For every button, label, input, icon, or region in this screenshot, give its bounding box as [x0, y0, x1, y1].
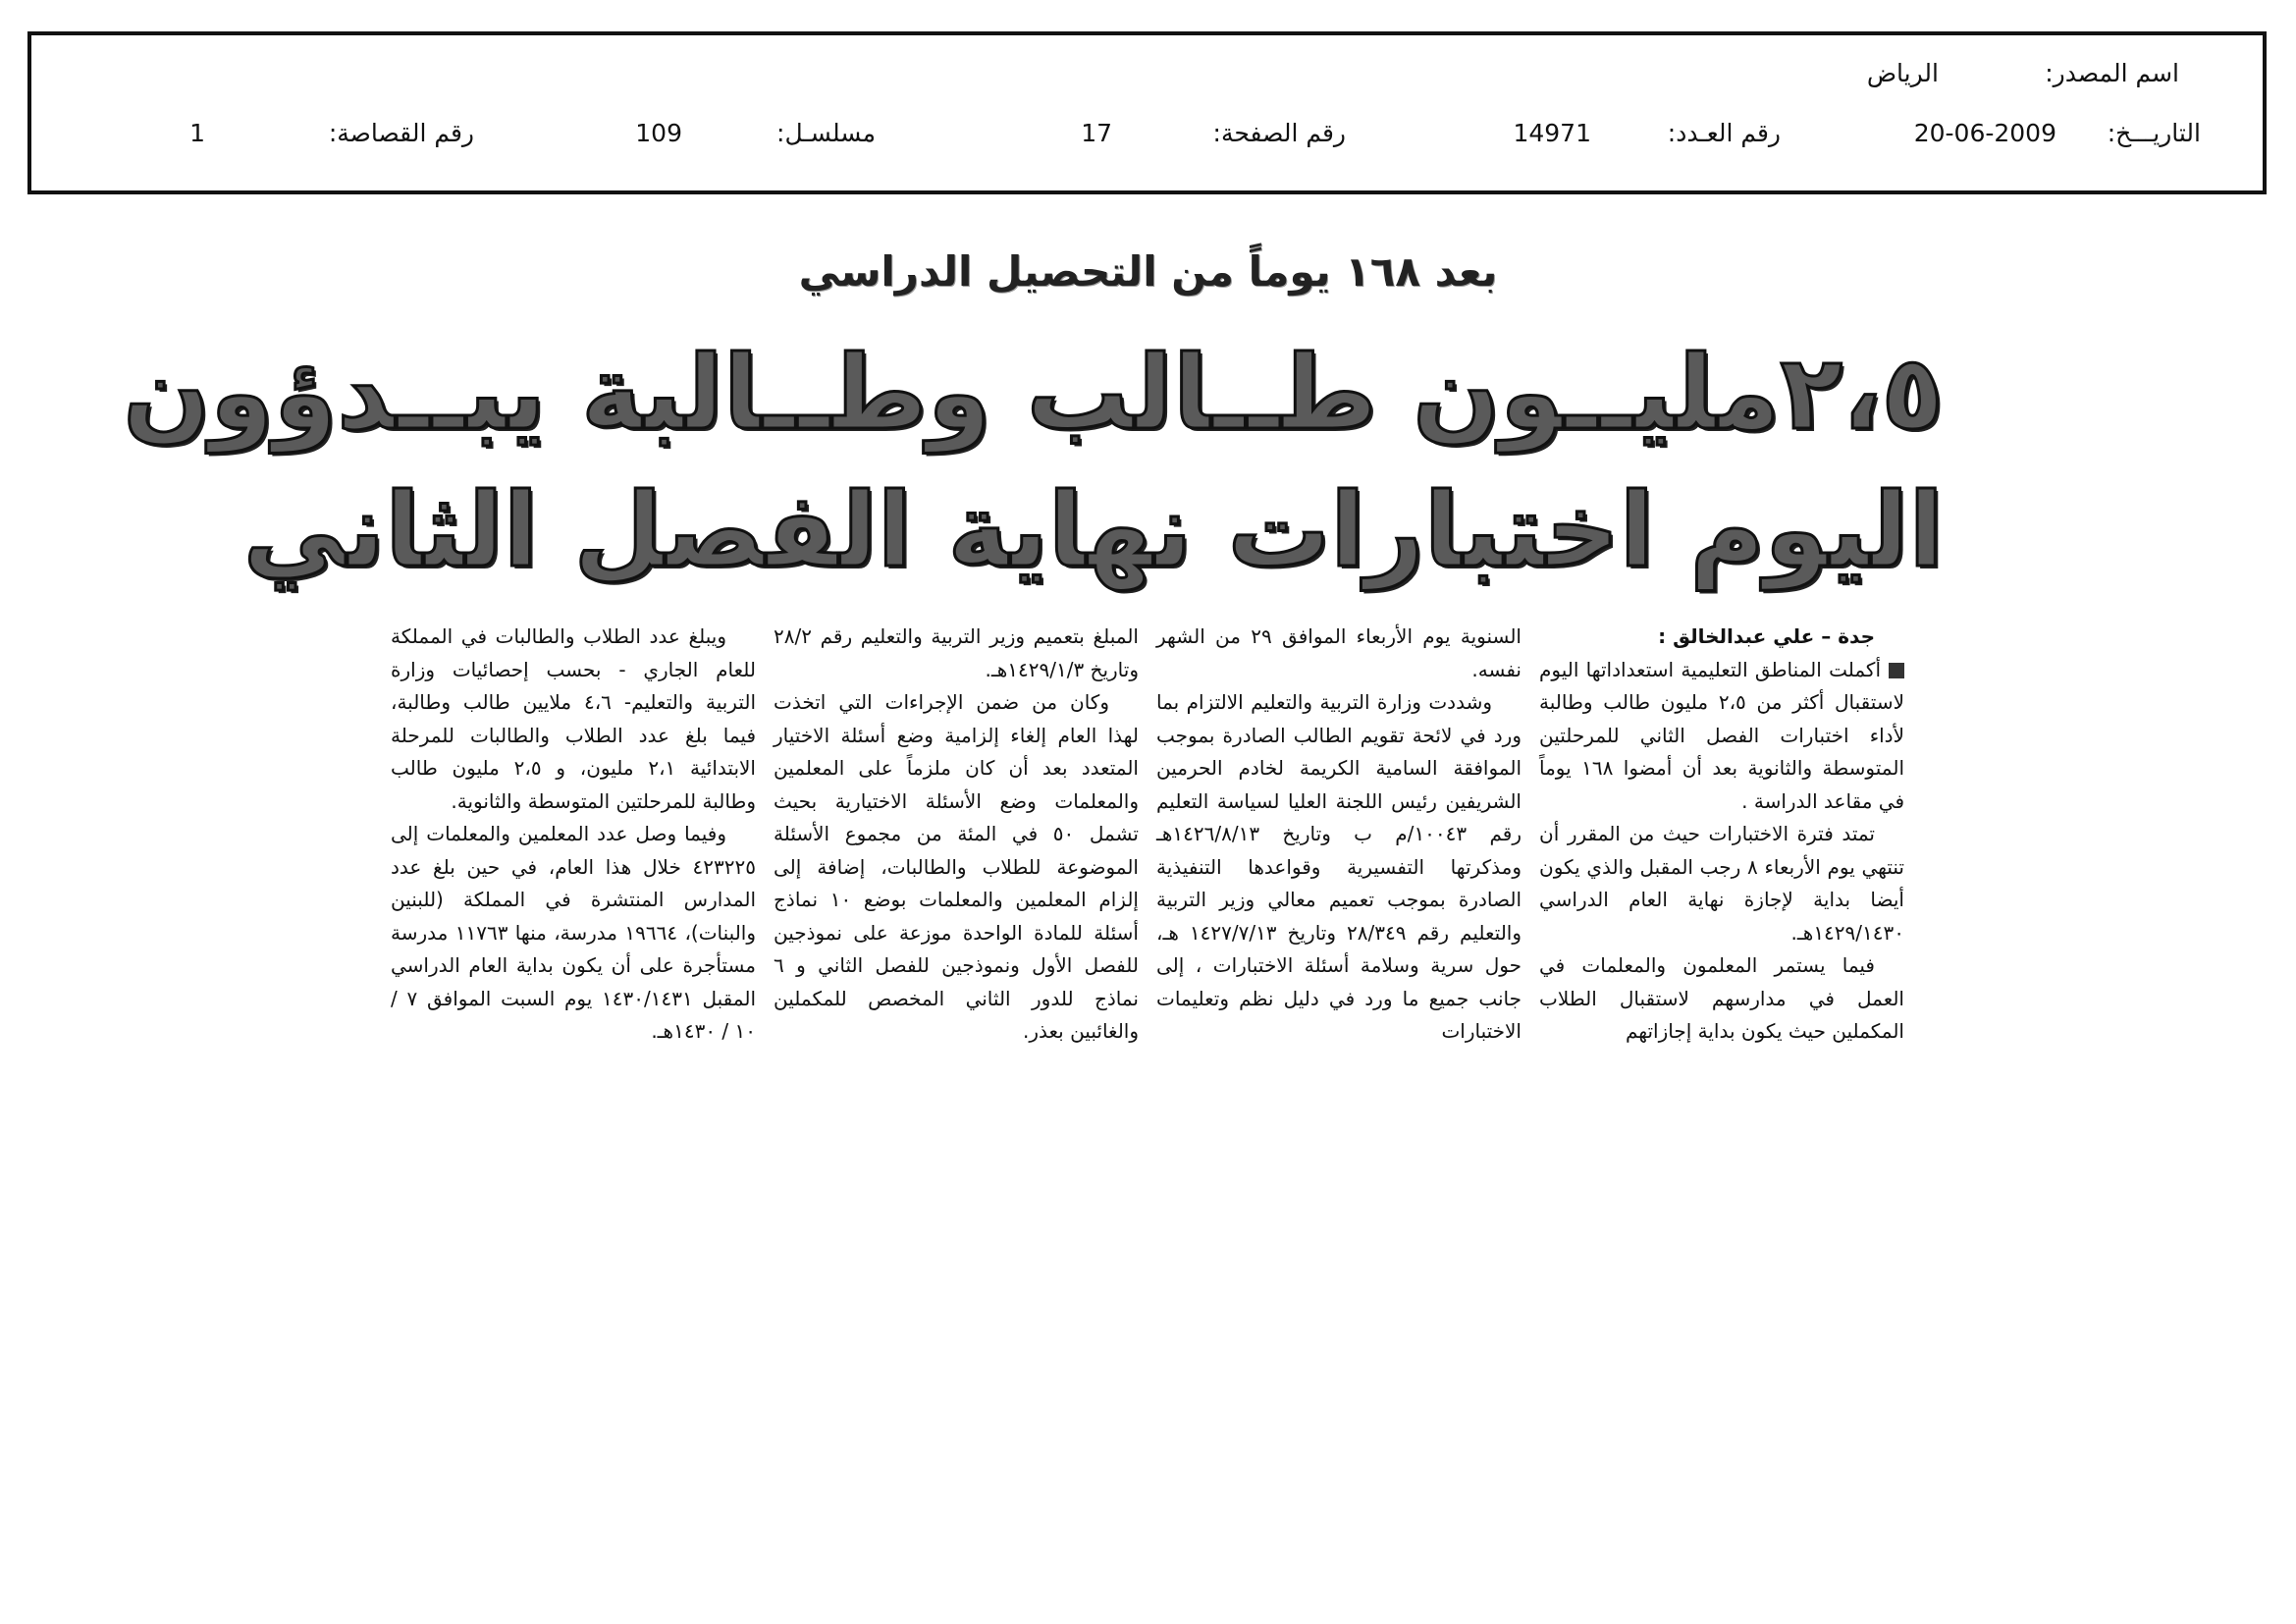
serial-label: مسلسـل:: [776, 119, 876, 147]
page-label: رقم الصفحة:: [1212, 119, 1346, 147]
paragraph: [1539, 654, 1904, 819]
article-column-3: [774, 621, 1139, 1049]
paragraph-text: أكملت المناطق التعليمية استعداداتها اليوم لاستقبال أكثر من ٢،٥ مليون طالب وطالبة لأداء اختبارات الفصل الثاني للمرحلتين المتوسطة والثانوية بعد أن أمضوا ١٦٨ يوماً في مقاعد الدراسة .: [1539, 657, 1905, 813]
clipping-metadata-box: [27, 31, 2267, 194]
date-value: 20-06-2009: [1913, 119, 2056, 147]
issue-value: 14971: [1513, 119, 1591, 147]
headline-line-1: ٢،٥مليــون طــالب وطــالبة يبــدؤون: [123, 333, 1944, 453]
paragraph: المبلغ بتعميم وزير التربية والتعليم رقم ٢٨/٢ وتاريخ ١٤٢٩/١/٣هـ.: [774, 624, 1139, 681]
article-kicker: بعد ١٦٨ يوماً من التحصيل الدراسي: [798, 247, 1498, 296]
paragraph: وكان من ضمن الإجراءات التي اتخذت لهذا العام إلغاء إلزامية وضع أسئلة الاختيار المتعدد بعد أن كان ملزماً على المعلمين والمعلمات وضع الأسئلة الاختيارية بحيث تشمل ٥٠ في المئة من مجموع الأسئلة الموضوعة للطلاب والطالبات، إضافة إلى إلزام المعلمين والمعلمات بوضع ١٠ نماذج أسئلة للمادة الواحدة موزعة على نموذجين للفصل الأول ونموذجين للفصل الثاني و ٦ نماذج للدور الثاني المخصص للمكملين والغائبين بعذر.: [774, 690, 1139, 1043]
paragraph: وفيما وصل عدد المعلمين والمعلمات إلى ٤٢٣٢٢٥ خلال هذا العام، في حين بلغ عدد المدارس المنتشرة في المملكة (للبنين والبنات)، ١٩٦٦٤ مدرسة، منها ١١٧٦٣ مدرسة مستأجرة على أن يكون بداية العام الدراسي المقبل ١٤٣٠/١٤٣١ يوم السبت الموافق ٧ / ١٠ / ١٤٣٠هـ.: [391, 822, 757, 1043]
serial-value: 109: [635, 119, 682, 147]
headline-line-2: اليوم اختبارات نهاية الفصل الثاني: [242, 470, 1944, 590]
clip-label: رقم القصاصة:: [328, 119, 474, 147]
page-value: 17: [1081, 119, 1112, 147]
article-column-2: [1156, 621, 1522, 1049]
byline: جدة – علي عبدالخالق :: [1658, 624, 1875, 648]
issue-label: رقم العـدد:: [1667, 119, 1781, 147]
source-label: اسم المصدر:: [2045, 59, 2179, 87]
paragraph: ويبلغ عدد الطلاب والطالبات في المملكة للعام الجاري - بحسب إحصائيات وزارة التربية والتعليم- ٤،٦ ملايين طالب وطالبة، فيما بلغ عدد الطلاب والطالبات للمرحلة الابتدائية ٢،١ مليون، و ٢،٥ مليون طالب وطالبة للمرحلتين المتوسطة والثانوية.: [391, 624, 757, 813]
paragraph: السنوية يوم الأربعاء الموافق ٢٩ من الشهر نفسه.: [1156, 624, 1522, 681]
article-column-4: [391, 621, 756, 1049]
paragraph: وشددت وزارة التربية والتعليم الالتزام بما ورد في لائحة تقويم الطالب الصادرة بموجب الموافقة السامية الكريمة لخادم الحرمين الشريفين رئيس اللجنة العليا لسياسة التعليم رقم ١٠٠٤٣/م ب وتاريخ ١٤٢٦/٨/١٣هـ ومذكرتها التفسيرية وقواعدها التنفيذية الصادرة بموجب تعميم معالي وزير التربية والتعليم رقم ٢٨/٣٤٩ وتاريخ ١٤٢٧/٧/١٣ هـ، حول سرية وسلامة أسئلة الاختبارات ، إلى جانب جميع ما ورد في دليل نظم وتعليمات الاختبارات: [1156, 690, 1522, 1043]
square-bullet-icon: [1889, 663, 1904, 678]
paragraph: فيما يستمر المعلمون والمعلمات في العمل في مدارسهم لاستقبال الطلاب المكملين حيث يكون بداية إجازاتهم: [1539, 953, 1904, 1043]
clip-value: 1: [189, 119, 205, 147]
article-column-1: [1539, 621, 1904, 1049]
source-value: الرياض: [1866, 59, 1939, 87]
paragraph: تمتد فترة الاختبارات حيث من المقرر أن تنتهي يوم الأربعاء ٨ رجب المقبل والذي يكون أيضا بداية لإجازة نهاية العام الدراسي ١٤٢٩/١٤٣٠هـ.: [1539, 822, 1904, 945]
date-label: التاريـــخ:: [2107, 119, 2201, 147]
